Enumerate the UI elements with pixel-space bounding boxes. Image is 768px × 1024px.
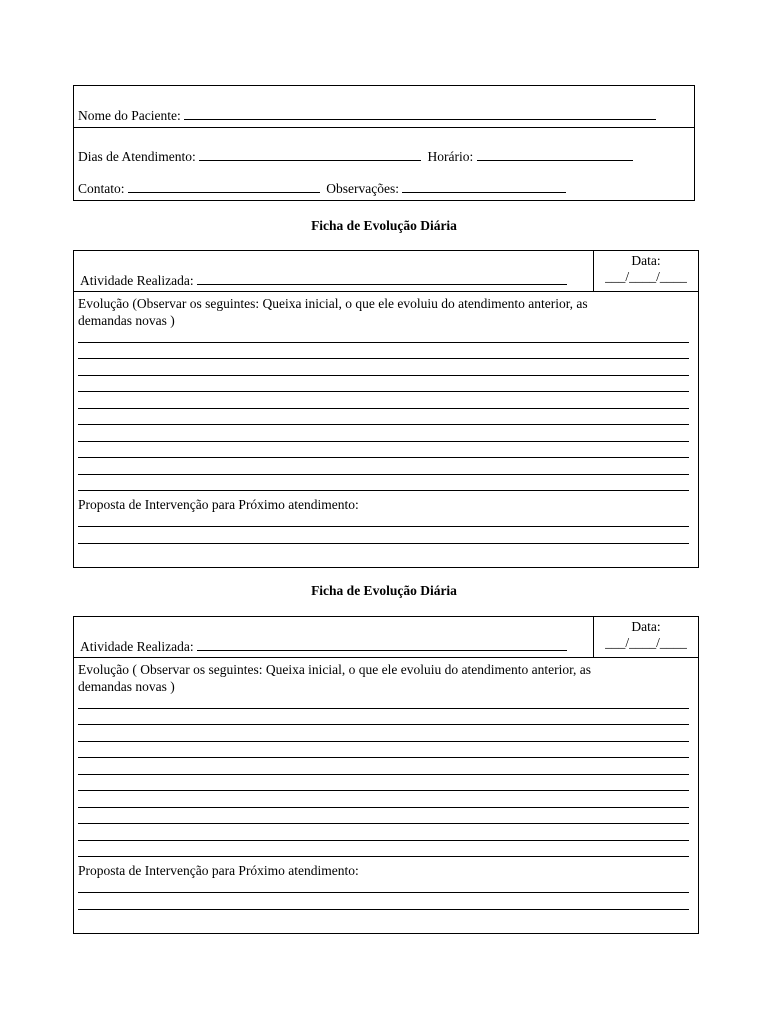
sheet-2-evolution-line[interactable] (78, 708, 689, 709)
sheet-1-evolution-line[interactable] (78, 490, 689, 491)
contact-label: Contato: (78, 181, 125, 196)
sheet-1-evolution-text-1: Evolução (Observar os seguintes: Queixa inicial, o que ele evoluiu do atendimento anterior, as (78, 296, 588, 311)
sheet-2-evolution-text-1: Evolução ( Observar os seguintes: Queixa inicial, o que ele evoluiu do atendimento anterior, as (78, 662, 592, 677)
sheet-1-evolution-line[interactable] (78, 375, 689, 376)
sheet-2-box (73, 616, 699, 934)
sheet-2-evolution-line[interactable] (78, 757, 689, 758)
patient-name-row (78, 107, 656, 124)
patient-name-label: Nome do Paciente: (78, 108, 181, 123)
sheet-1-date-label: Data: (631, 253, 661, 268)
sheet-1-date-cell (594, 253, 698, 293)
sheet-1-evolution-line[interactable] (78, 342, 689, 343)
sheet-1-activity-label: Atividade Realizada: (80, 273, 194, 288)
sheet-2-date-field[interactable]: ___/____/____ (605, 635, 687, 650)
contact-row (78, 180, 566, 197)
sheet-2-date-cell (594, 619, 698, 659)
sheet-2-proposal-line[interactable] (78, 909, 689, 910)
sheet-2-evolution-line[interactable] (78, 741, 689, 742)
sheet-1-evolution-line[interactable] (78, 408, 689, 409)
sheet-2-evolution-line[interactable] (78, 724, 689, 725)
sheet-2-activity-label: Atividade Realizada: (80, 639, 194, 654)
sheet-1-activity-row (80, 272, 567, 289)
sheet-2-evolution-line[interactable] (78, 774, 689, 775)
sheet-1-evolution-text-2: demandas novas ) (78, 313, 175, 328)
sheet-2-proposal-line[interactable] (78, 892, 689, 893)
sheet-1-evolution-line[interactable] (78, 358, 689, 359)
sheet-1-evolution-line[interactable] (78, 424, 689, 425)
sheet-1-activity-field[interactable] (197, 272, 567, 285)
sheet-1-evolution-line[interactable] (78, 391, 689, 392)
sheet-2-evolution-line[interactable] (78, 807, 689, 808)
sheet-1-title: Ficha de Evolução Diária (311, 218, 457, 233)
sheet-1-box (73, 250, 699, 568)
sheet-1-proposal-label: Proposta de Intervenção para Próximo atendimento: (78, 497, 359, 512)
attendance-days-field[interactable] (199, 148, 421, 161)
sheet-2-evolution-text-2: demandas novas ) (78, 679, 175, 694)
sheet-2-evolution-line[interactable] (78, 840, 689, 841)
sheet-2-evolution-line[interactable] (78, 790, 689, 791)
sheet-2-activity-row (80, 638, 567, 655)
sheet-2-title: Ficha de Evolução Diária (311, 583, 457, 598)
sheet-1-date-field[interactable]: ___/____/____ (605, 269, 687, 284)
sheet-2-proposal-label: Proposta de Intervenção para Próximo atendimento: (78, 863, 359, 878)
patient-name-field[interactable] (184, 107, 656, 120)
attendance-days-row (78, 148, 633, 165)
sheet-1-evolution-line[interactable] (78, 457, 689, 458)
sheet-1-proposal-line[interactable] (78, 526, 689, 527)
patient-header-box (73, 85, 695, 201)
sheet-1-proposal-line[interactable] (78, 543, 689, 544)
notes-field[interactable] (402, 180, 566, 193)
notes-label: Observações: (326, 181, 399, 196)
sheet-1-evolution-line[interactable] (78, 474, 689, 475)
sheet-2-evolution-line[interactable] (78, 823, 689, 824)
sheet-2-date-label: Data: (631, 619, 661, 634)
sheet-2-evolution-line[interactable] (78, 856, 689, 857)
header-divider (74, 127, 694, 128)
attendance-days-label: Dias de Atendimento: (78, 149, 196, 164)
time-label: Horário: (427, 149, 474, 164)
sheet-1-evolution-line[interactable] (78, 441, 689, 442)
time-field[interactable] (477, 148, 633, 161)
sheet-2-activity-field[interactable] (197, 638, 567, 651)
contact-field[interactable] (128, 180, 320, 193)
